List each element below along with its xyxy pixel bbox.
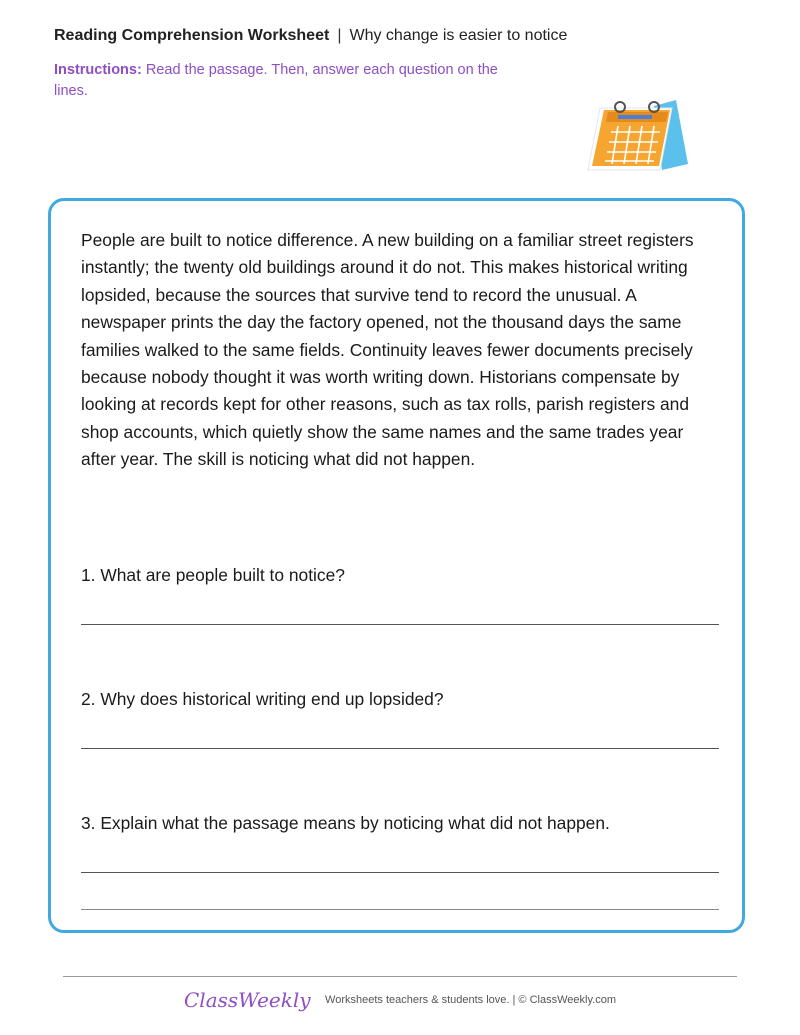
worksheet-title: Reading Comprehension Worksheet [54, 27, 330, 44]
reading-passage: People are built to notice difference. A new building on a familiar street registers instantly; the twenty old buildings around it do not. This makes historical writing lopsided, because the sources that survive tend to record the unusual. A newspaper prints the day the factory opened, not the thousand days the same families walked to the same fields. Continuity leaves fewer documents precisely because nobody thought it was worth writing down. Historians compensate by looking at records kept for other reasons, such as tax rolls, parish registers and shop accounts, which quietly show the same names and the same trades year after year. The skill is noticing what did not happen. [81, 230, 694, 470]
question-2: 2. Why does historical writing end up lopsided? [81, 689, 444, 709]
footer [0, 988, 800, 1012]
footer-tagline: Worksheets teachers & students love. | © ClassWeekly.com [325, 994, 616, 1006]
calendar-icon [580, 96, 692, 178]
worksheet-header [54, 27, 567, 45]
instructions-text: Read the passage. Then, answer each question on the lines. [54, 62, 498, 99]
passage-card [48, 198, 745, 933]
instructions-label: Instructions: [54, 62, 142, 78]
brand-logo: ClassWeekly [184, 988, 311, 1012]
answer-line-3b[interactable] [81, 909, 719, 910]
answer-line-2[interactable] [81, 748, 719, 749]
question-1: 1. What are people built to notice? [81, 565, 345, 585]
worksheet-subtitle: Why change is easier to notice [349, 27, 568, 44]
question-3: 3. Explain what the passage means by noticing what did not happen. [81, 813, 610, 833]
header-separator: | [337, 27, 342, 44]
answer-line-1[interactable] [81, 624, 719, 625]
instructions [54, 60, 514, 102]
answer-line-3a[interactable] [81, 872, 719, 873]
footer-divider [63, 976, 737, 977]
